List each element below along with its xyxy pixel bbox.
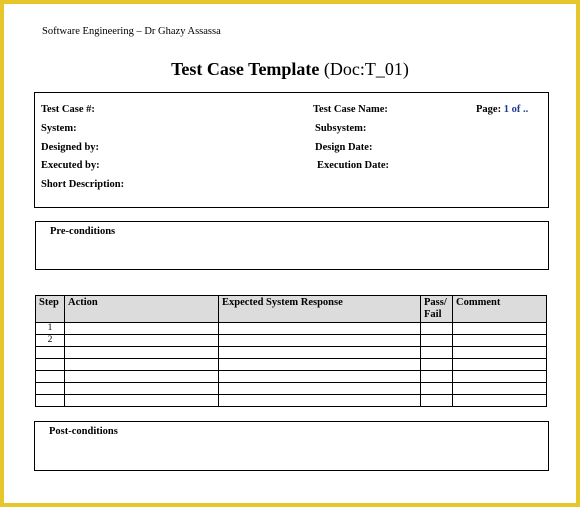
table-row: [36, 323, 547, 335]
postconditions-box: [34, 421, 549, 471]
table-row: [36, 335, 547, 347]
system-label: System:: [41, 123, 77, 134]
test-case-name-label: Test Case Name:: [313, 104, 388, 115]
subsystem-label: Subsystem:: [315, 123, 367, 134]
response-cell[interactable]: [219, 383, 421, 395]
pass-fail-cell[interactable]: [421, 395, 453, 407]
pass-fail-cell[interactable]: [421, 371, 453, 383]
table-row: [36, 395, 547, 407]
doc-id: (Doc:T_01): [323, 59, 409, 79]
title-text: Test Case Template: [171, 59, 320, 79]
execution-date-label: Execution Date:: [317, 160, 390, 171]
action-cell[interactable]: [65, 383, 219, 395]
course-header: Software Engineering – Dr Ghazy Assassa: [42, 26, 221, 37]
designed-by-label: Designed by:: [41, 142, 100, 153]
step-cell[interactable]: 1: [36, 323, 65, 335]
test-steps-table: [35, 295, 547, 407]
step-cell[interactable]: 2: [36, 335, 65, 347]
response-cell[interactable]: [219, 371, 421, 383]
step-cell[interactable]: [36, 383, 65, 395]
test-case-info-box: [34, 92, 549, 208]
comment-cell[interactable]: [453, 347, 547, 359]
header-comment: Comment: [453, 296, 547, 323]
preconditions-box: [35, 221, 549, 270]
header-expected-response: Expected System Response: [219, 296, 421, 323]
step-cell[interactable]: [36, 371, 65, 383]
table-header-row: [36, 296, 547, 323]
comment-cell[interactable]: [453, 359, 547, 371]
test-case-number-label: Test Case #:: [41, 104, 95, 115]
action-cell[interactable]: [65, 395, 219, 407]
header-action: Action: [65, 296, 219, 323]
table-row: [36, 359, 547, 371]
short-description-label: Short Description:: [41, 179, 125, 190]
page-value: 1 of ..: [503, 104, 529, 115]
page-indicator: [476, 104, 528, 115]
comment-cell[interactable]: [453, 335, 547, 347]
pass-fail-cell[interactable]: [421, 347, 453, 359]
comment-cell[interactable]: [453, 395, 547, 407]
pass-fail-cell[interactable]: [421, 383, 453, 395]
header-pass-fail: Pass/ Fail: [421, 296, 453, 323]
response-cell[interactable]: [219, 359, 421, 371]
step-cell[interactable]: [36, 347, 65, 359]
action-cell[interactable]: [65, 323, 219, 335]
table-row: [36, 383, 547, 395]
pass-fail-cell[interactable]: [421, 359, 453, 371]
preconditions-title: Pre-conditions: [50, 226, 116, 237]
response-cell[interactable]: [219, 335, 421, 347]
postconditions-title: Post-conditions: [49, 426, 118, 437]
step-cell[interactable]: [36, 395, 65, 407]
comment-cell[interactable]: [453, 371, 547, 383]
step-cell[interactable]: [36, 359, 65, 371]
executed-by-label: Executed by:: [41, 160, 100, 171]
page-label: Page:: [476, 104, 502, 115]
action-cell[interactable]: [65, 347, 219, 359]
action-cell[interactable]: [65, 359, 219, 371]
document-title: [4, 59, 576, 80]
action-cell[interactable]: [65, 335, 219, 347]
comment-cell[interactable]: [453, 383, 547, 395]
design-date-label: Design Date:: [315, 142, 373, 153]
response-cell[interactable]: [219, 323, 421, 335]
table-row: [36, 347, 547, 359]
response-cell[interactable]: [219, 347, 421, 359]
header-step: Step: [36, 296, 65, 323]
pass-fail-cell[interactable]: [421, 323, 453, 335]
pass-fail-cell[interactable]: [421, 335, 453, 347]
table-row: [36, 371, 547, 383]
action-cell[interactable]: [65, 371, 219, 383]
response-cell[interactable]: [219, 395, 421, 407]
comment-cell[interactable]: [453, 323, 547, 335]
